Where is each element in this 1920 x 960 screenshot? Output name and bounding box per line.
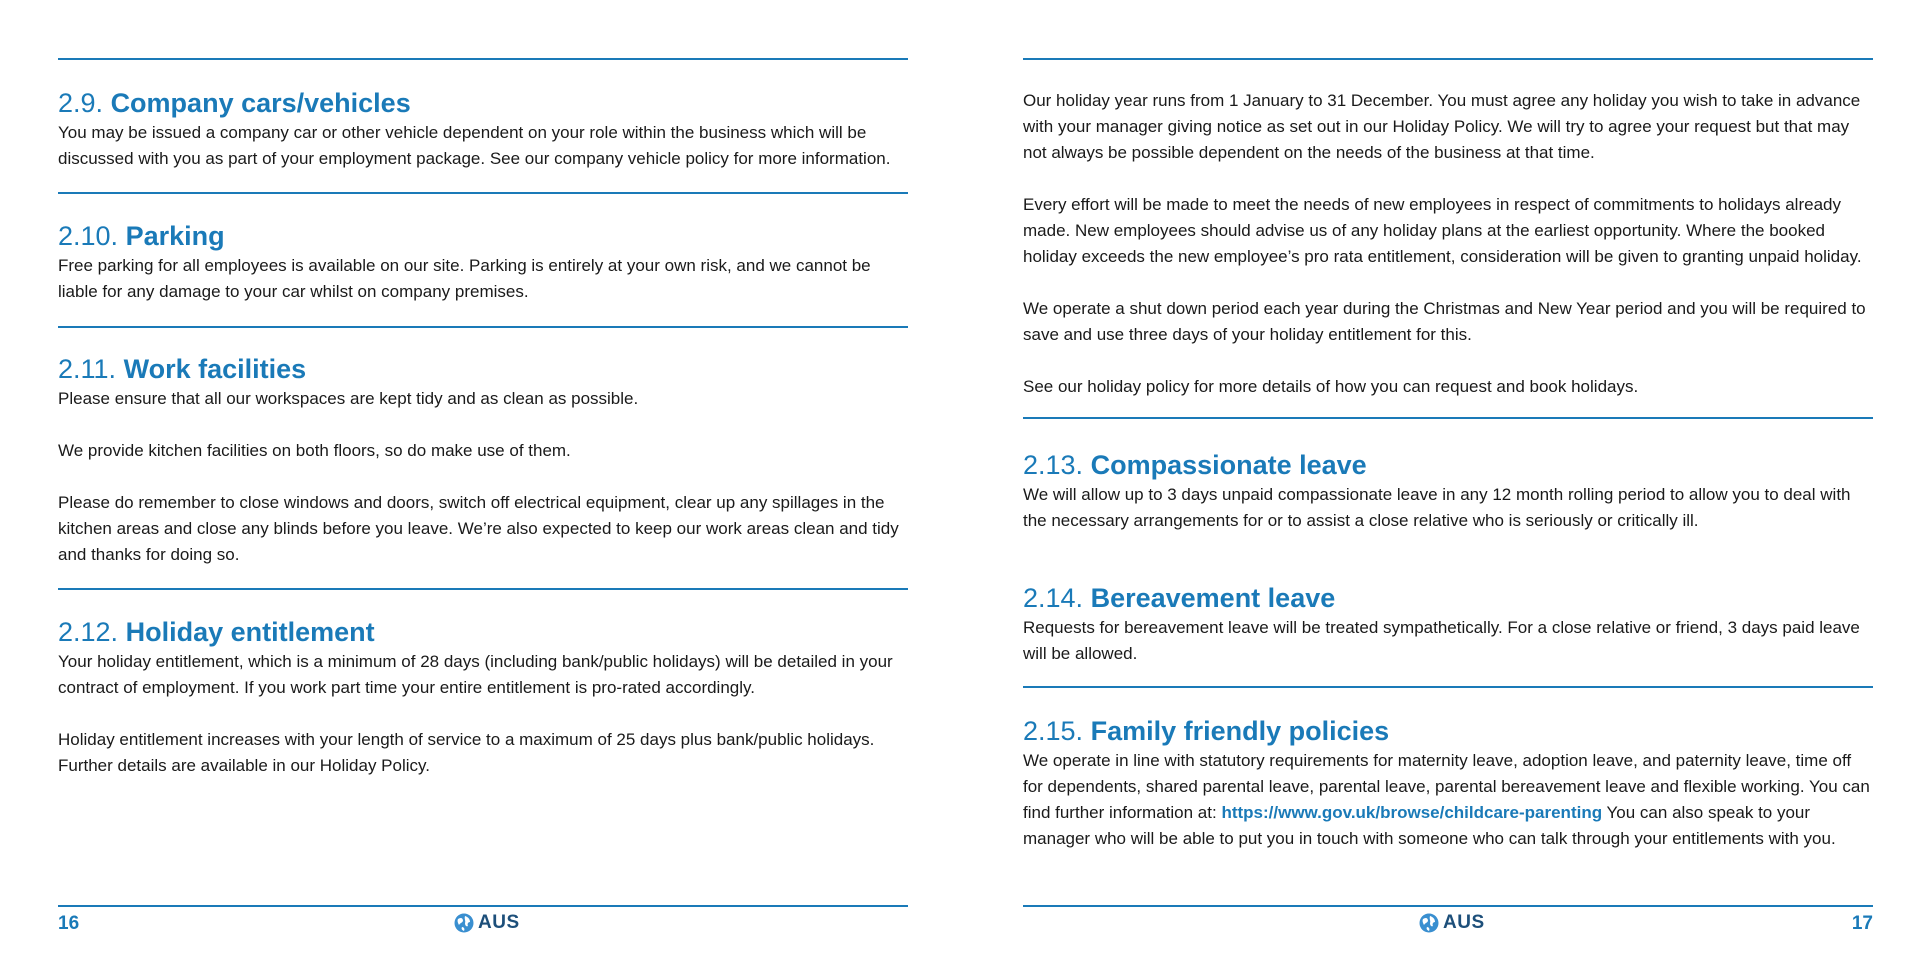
right-page <box>1023 0 1873 960</box>
section-heading <box>58 86 908 120</box>
section-compassionate-leave <box>1023 448 1873 534</box>
footer-rule <box>58 905 908 907</box>
section-number: 2.11. <box>58 354 117 384</box>
section-title: Company cars/vehicles <box>110 88 411 118</box>
body-paragraph: Free parking for all employees is available on our site. Parking is entirely at your own risk, and we cannot be liable for any damage to your car whilst on company premises. <box>58 256 871 301</box>
divider-rule <box>1023 417 1873 419</box>
body-paragraph: Your holiday entitlement, which is a minimum of 28 days (including bank/public holidays) will be detailed in your contract of employment. If you work part time your entire entitlement is pro-rated accordingly. <box>58 652 893 697</box>
section-heading <box>1023 581 1873 615</box>
divider-rule <box>58 588 908 590</box>
logo-text: AUS <box>1443 912 1485 933</box>
aus-logo <box>1419 912 1485 934</box>
divider-rule <box>58 326 908 328</box>
text-after-link: You can also speak to your manager who will be able to put you in touch with someone who can talk through your entitlements with you. <box>1023 803 1836 848</box>
logo-text: AUS <box>478 912 520 933</box>
divider-rule <box>58 192 908 194</box>
section-heading <box>58 615 908 649</box>
page-number: 16 <box>58 913 80 934</box>
section-work-facilities <box>58 352 908 568</box>
section-bereavement-leave <box>1023 581 1873 667</box>
divider-rule <box>1023 58 1873 60</box>
section-number: 2.10. <box>58 221 119 251</box>
body-paragraph: You may be issued a company car or other vehicle dependent on your role within the business which will be discussed with you as part of your employment package. See our company vehicle policy for more information. <box>58 123 891 168</box>
globe-logo-icon <box>1419 913 1439 933</box>
section-number: 2.13. <box>1023 450 1084 480</box>
section-parking <box>58 219 908 305</box>
body-paragraph: Our holiday year runs from 1 January to 31 December. You must agree any holiday you wish to take in advance with your manager giving notice as set out in our Holiday Policy. We will try to agree your request but that may not always be possible dependent on the needs of the business at that time. <box>1023 91 1861 162</box>
section-heading <box>58 219 908 253</box>
footer-rule <box>1023 905 1873 907</box>
body-paragraph: Please do remember to close windows and doors, switch off electrical equipment, clear up any spillages in the kitchen areas and close any blinds before you leave. We’re also expected to keep our work areas clean and tidy and thanks for doing so. <box>58 493 899 564</box>
body-paragraph: We operate a shut down period each year during the Christmas and New Year period and you will be required to save and use three days of your holiday entitlement for this. <box>1023 299 1866 344</box>
aus-logo <box>454 912 520 934</box>
section-title: Family friendly policies <box>1090 716 1390 746</box>
section-number: 2.14. <box>1023 583 1084 613</box>
body-paragraph: Holiday entitlement increases with your length of service to a maximum of 25 days plus bank/public holidays. Further details are available in our Holiday Policy. <box>58 730 875 775</box>
section-number: 2.15. <box>1023 716 1084 746</box>
body-paragraph <box>1023 748 1873 852</box>
section-title: Bereavement leave <box>1090 583 1336 613</box>
globe-logo-icon <box>454 913 474 933</box>
page-number: 17 <box>1851 913 1873 934</box>
section-title: Parking <box>125 221 225 251</box>
holiday-details <box>1023 88 1873 400</box>
body-paragraph: Requests for bereavement leave will be treated sympathetically. For a close relative or friend, 3 days paid leave will be allowed. <box>1023 618 1860 663</box>
body-paragraph: Every effort will be made to meet the needs of new employees in respect of commitments to holidays already made. New employees should advise us of any holiday plans at the earliest opportunity. Where the booked holiday exceeds the new employee’s pro rata entitlement, consideration will be given to granting unpaid holiday. <box>1023 195 1862 266</box>
section-heading <box>1023 448 1873 482</box>
text-before-link: We operate in line with statutory requirements for maternity leave, adoption leave, and paternity leave, time off for dependents, shared parental leave, parental leave, parental bereavement leave and flexible working. You can find further information at: <box>1023 751 1870 822</box>
section-number: 2.9. <box>58 88 104 118</box>
divider-rule <box>58 58 908 60</box>
section-title: Holiday entitlement <box>125 617 375 647</box>
childcare-parenting-link[interactable]: https://www.gov.uk/browse/childcare-parenting <box>1221 803 1603 822</box>
section-heading <box>58 352 908 386</box>
section-title: Compassionate leave <box>1090 450 1367 480</box>
left-page <box>58 0 908 960</box>
body-paragraph: Please ensure that all our workspaces are kept tidy and as clean as possible. <box>58 389 639 408</box>
section-family-friendly-policies <box>1023 714 1873 852</box>
section-holiday-entitlement <box>58 615 908 779</box>
body-paragraph: We will allow up to 3 days unpaid compassionate leave in any 12 month rolling period to allow you to deal with the necessary arrangements for or to assist a close relative who is seriously or critically ill. <box>1023 485 1851 530</box>
section-company-cars <box>58 86 908 172</box>
section-title: Work facilities <box>123 354 307 384</box>
section-number: 2.12. <box>58 617 119 647</box>
section-heading <box>1023 714 1873 748</box>
divider-rule <box>1023 686 1873 688</box>
body-paragraph: See our holiday policy for more details of how you can request and book holidays. <box>1023 377 1639 396</box>
body-paragraph: We provide kitchen facilities on both floors, so do make use of them. <box>58 441 571 460</box>
